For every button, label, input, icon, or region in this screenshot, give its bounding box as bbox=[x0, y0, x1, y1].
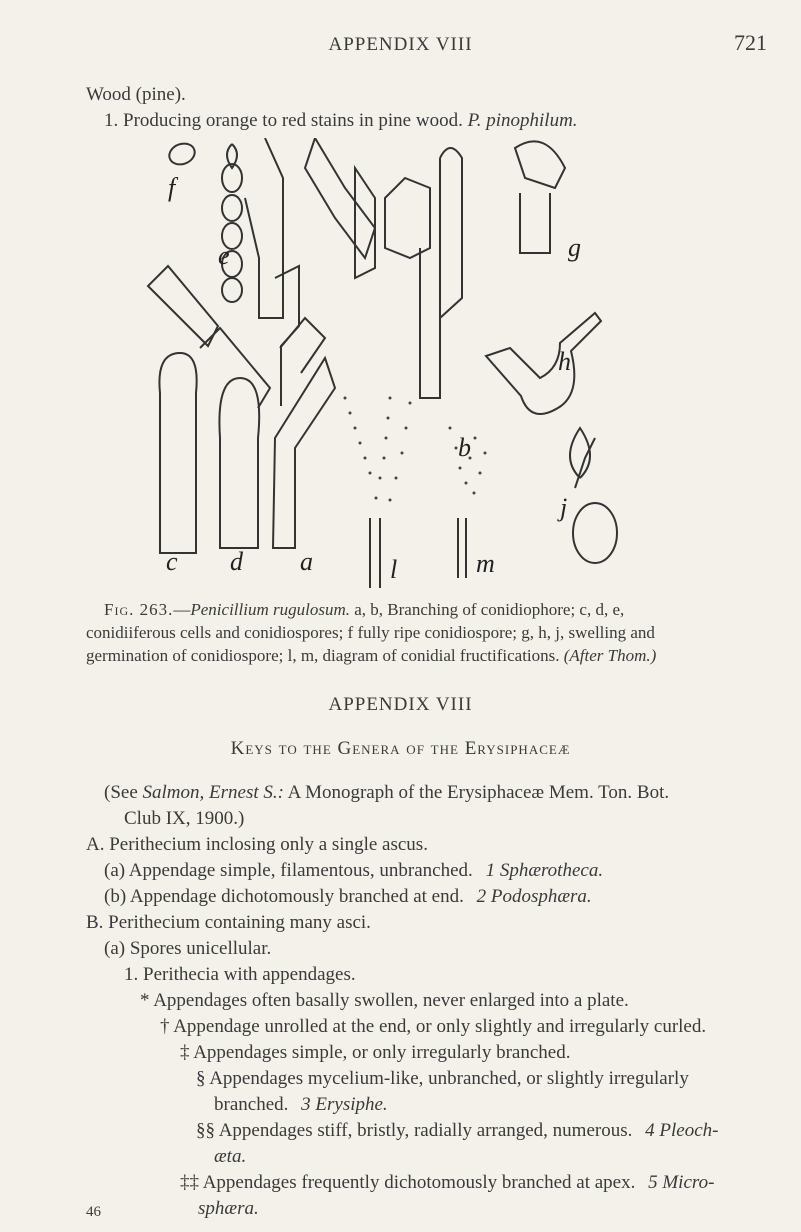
ref-author: Salmon, Ernest S.: bbox=[142, 782, 284, 803]
key-sect1-cont-text: branched. bbox=[214, 1094, 289, 1115]
key-dd2 bbox=[180, 1172, 714, 1194]
figure-caption-line3 bbox=[86, 646, 656, 666]
key-Aa-result: 1 Sphærotheca. bbox=[485, 860, 604, 881]
label-e: e bbox=[218, 241, 230, 270]
caption-species: Penicillium rugulosum. bbox=[190, 600, 350, 619]
reference-line1 bbox=[104, 782, 669, 804]
key-dd2-text: ‡‡ Appendages frequently dichotomously branched at apex. bbox=[180, 1172, 636, 1193]
key-A: A. Perithecium inclosing only a single ascus. bbox=[86, 834, 428, 855]
key-Aa-text: (a) Appendage simple, filamentous, unbranched. bbox=[104, 860, 473, 881]
key-sect2-result-cont: æta. bbox=[214, 1146, 247, 1167]
key-Ab bbox=[104, 886, 592, 908]
signature-mark: 46 bbox=[86, 1204, 101, 1220]
fig-label: Fig. 263. bbox=[104, 600, 174, 619]
label-a: a bbox=[300, 547, 313, 576]
key-star: * Appendages often basally swollen, never enlarged into a plate. bbox=[140, 990, 629, 1011]
intro-item bbox=[104, 110, 578, 132]
caption-line3-text: germination of conidiospore; l, m, diagram of conidial fructifications. bbox=[86, 646, 560, 665]
key-dd2-result: 5 Micro- bbox=[648, 1172, 715, 1193]
key-sect2 bbox=[196, 1120, 718, 1142]
key-sect1-cont bbox=[214, 1094, 388, 1116]
figure-caption-line1 bbox=[104, 600, 624, 620]
ref-open: (See bbox=[104, 782, 143, 803]
label-l: l bbox=[390, 555, 398, 584]
running-title: APPENDIX VIII bbox=[328, 34, 473, 55]
label-b: b bbox=[458, 433, 471, 462]
key-Ba: (a) Spores unicellular. bbox=[104, 938, 272, 959]
key-Ab-result: 2 Podosphæra. bbox=[476, 886, 592, 907]
key-dd2-result-cont: sphæra. bbox=[198, 1198, 259, 1219]
label-h: h bbox=[558, 347, 571, 376]
page-number: 721 bbox=[734, 30, 767, 55]
key-sect1: § Appendages mycelium-like, unbranched, or slightly irregularly bbox=[196, 1068, 689, 1089]
caption-dash: — bbox=[173, 600, 191, 619]
key-dagger: † Appendage unrolled at the end, or only slightly and irregularly curled. bbox=[160, 1016, 707, 1037]
intro-heading: Wood (pine). bbox=[86, 84, 186, 105]
label-d: d bbox=[230, 547, 243, 576]
appendix-title: APPENDIX VIII bbox=[328, 694, 473, 715]
intro-item-species: P. pinophilum. bbox=[467, 110, 578, 131]
key-ddagger: ‡ Appendages simple, or only irregularly branched. bbox=[180, 1042, 571, 1063]
appendix-subtitle: Keys to the Genera of the Erysiphaceæ bbox=[230, 738, 571, 759]
intro-item-text: 1. Producing orange to red stains in pine wood. bbox=[104, 110, 463, 131]
label-f: f bbox=[168, 173, 176, 202]
key-B: B. Perithecium containing many asci. bbox=[86, 912, 371, 933]
caption-credit: (After Thom.) bbox=[563, 646, 657, 665]
label-c: c bbox=[166, 547, 178, 576]
key-sect1-result: 3 Erysiphe. bbox=[301, 1094, 388, 1115]
label-m: m bbox=[476, 549, 495, 578]
key-Aa bbox=[104, 860, 603, 882]
label-j: j bbox=[560, 493, 568, 522]
key-sect2-text: §§ Appendages stiff, bristly, radially arranged, numerous. bbox=[196, 1120, 633, 1141]
key-sect2-result: 4 Pleoch- bbox=[645, 1120, 719, 1141]
ref-rest: A Monograph of the Erysiphaceæ Mem. Ton. Bot. bbox=[283, 782, 670, 803]
key-Ab-text: (b) Appendage dichotomously branched at end. bbox=[104, 886, 464, 907]
key-sect2-cont bbox=[214, 1146, 246, 1168]
key-dd2-cont bbox=[198, 1198, 259, 1220]
key-B1: 1. Perithecia with appendages. bbox=[124, 964, 356, 985]
penicillium-figure bbox=[140, 138, 660, 588]
figure-caption-line2: conidiiferous cells and conidiospores; f fully ripe conidiospore; g, h, j, swelling and bbox=[86, 623, 655, 642]
label-g: g bbox=[568, 233, 581, 262]
caption-line1-rest: a, b, Branching of conidiophore; c, d, e, bbox=[349, 600, 625, 619]
reference-line2: Club IX, 1900.) bbox=[124, 808, 245, 829]
